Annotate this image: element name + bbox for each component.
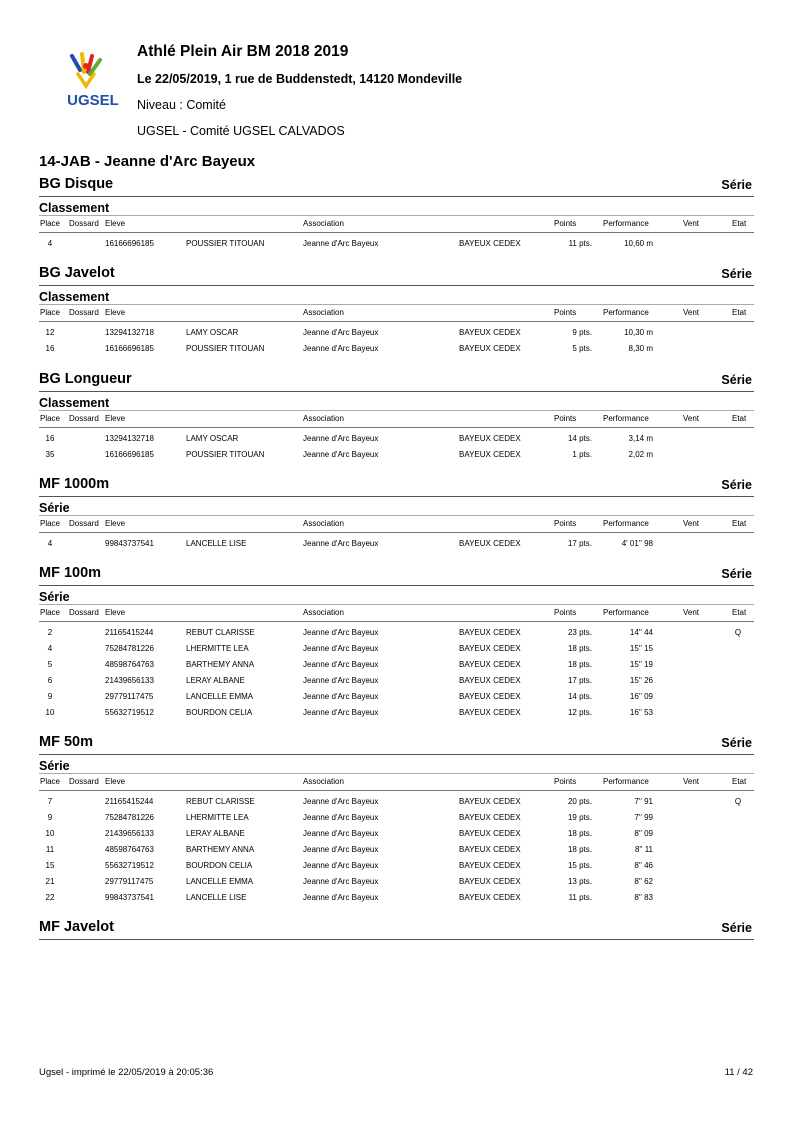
result-row (39, 858, 754, 874)
result-row (39, 705, 754, 721)
result-row (39, 431, 754, 447)
col-vent: Vent (683, 519, 700, 528)
result-nom: POUSSIER TITOUAN (186, 344, 265, 353)
result-eleve: 99843737541 (105, 539, 154, 548)
col-points: Points (554, 777, 577, 786)
result-association: Jeanne d'Arc Bayeux (303, 692, 379, 701)
result-nom: LANCELLE LISE (186, 893, 247, 902)
result-points: 19 pts. (567, 813, 592, 822)
event-title: BG Longueur (39, 371, 132, 387)
result-eleve: 55632719512 (105, 861, 154, 870)
result-eleve: 55632719512 (105, 708, 154, 717)
event-serie-label: Série (721, 567, 752, 581)
event-header (39, 369, 754, 392)
col-eleve: Eleve (105, 308, 126, 317)
result-association: Jeanne d'Arc Bayeux (303, 676, 379, 685)
col-points: Points (554, 519, 577, 528)
result-points: 15 pts. (567, 861, 592, 870)
event-serie-label: Série (721, 478, 752, 492)
result-points: 13 pts. (567, 877, 592, 886)
result-performance: 8'' 62 (634, 877, 653, 886)
col-vent: Vent (683, 308, 700, 317)
result-points: 12 pts. (567, 708, 592, 717)
result-performance: 8'' 11 (634, 845, 653, 854)
result-ville: BAYEUX CEDEX (459, 829, 521, 838)
event-header (39, 563, 754, 586)
result-points: 11 pts. (568, 239, 592, 248)
result-ville: BAYEUX CEDEX (459, 797, 521, 806)
ugsel-logo (60, 50, 126, 108)
event-serie-label: Série (721, 178, 752, 192)
result-row (39, 536, 754, 552)
result-place: 21 (45, 877, 55, 886)
result-eleve: 29779117475 (105, 692, 154, 701)
result-association: Jeanne d'Arc Bayeux (303, 644, 379, 653)
col-dossard: Dossard (69, 219, 99, 228)
result-performance: 8'' 46 (634, 861, 653, 870)
result-nom: LERAY ALBANE (186, 829, 245, 838)
result-eleve: 13294132718 (105, 328, 154, 337)
event-section (39, 474, 754, 552)
col-performance: Performance (603, 608, 649, 617)
col-eleve: Eleve (105, 414, 126, 423)
result-association: Jeanne d'Arc Bayeux (303, 893, 379, 902)
result-row (39, 641, 754, 657)
result-eleve: 29779117475 (105, 877, 154, 886)
result-row (39, 890, 754, 906)
result-ville: BAYEUX CEDEX (459, 861, 521, 870)
result-performance: 15'' 19 (629, 660, 653, 669)
result-association: Jeanne d'Arc Bayeux (303, 845, 379, 854)
col-performance: Performance (603, 308, 649, 317)
result-nom: LANCELLE EMMA (186, 692, 254, 701)
result-points: 9 pts. (572, 328, 592, 337)
result-performance: 15'' 15 (629, 644, 653, 653)
result-eleve: 16166696185 (105, 239, 154, 248)
result-performance: 16'' 09 (629, 692, 653, 701)
result-place: 4 (47, 539, 53, 548)
col-vent: Vent (683, 414, 700, 423)
result-row (39, 842, 754, 858)
event-section (39, 917, 754, 940)
result-row (39, 810, 754, 826)
result-association: Jeanne d'Arc Bayeux (303, 539, 379, 548)
result-association: Jeanne d'Arc Bayeux (303, 450, 379, 459)
result-points: 5 pts. (572, 344, 592, 353)
col-points: Points (554, 308, 577, 317)
ranking-label: Série (39, 501, 70, 515)
col-points: Points (554, 219, 577, 228)
result-nom: REBUT CLARISSE (186, 628, 255, 637)
col-dossard: Dossard (69, 777, 99, 786)
result-eleve: 48598764763 (105, 845, 154, 854)
result-association: Jeanne d'Arc Bayeux (303, 328, 379, 337)
col-performance: Performance (603, 519, 649, 528)
result-ville: BAYEUX CEDEX (459, 434, 521, 443)
col-etat: Etat (732, 414, 747, 423)
result-etat: Q (734, 797, 742, 806)
result-performance: 3,14 m (628, 434, 653, 443)
result-association: Jeanne d'Arc Bayeux (303, 877, 379, 886)
result-row (39, 341, 754, 357)
event-serie-label: Série (721, 736, 752, 750)
column-headers (39, 216, 754, 233)
result-row (39, 625, 754, 641)
result-points: 14 pts. (567, 434, 592, 443)
result-place: 7 (47, 797, 53, 806)
ranking-subheader (39, 586, 754, 605)
result-place: 9 (47, 813, 53, 822)
result-nom: BARTHEMY ANNA (186, 845, 255, 854)
event-committee: UGSEL - Comité UGSEL CALVADOS (137, 124, 345, 138)
result-etat: Q (734, 628, 742, 637)
result-row (39, 447, 754, 463)
event-header (39, 474, 754, 497)
result-place: 11 (45, 845, 55, 854)
result-performance: 7'' 99 (634, 813, 653, 822)
result-place: 4 (47, 644, 53, 653)
col-place: Place (39, 608, 60, 617)
result-eleve: 99843737541 (105, 893, 154, 902)
result-place: 16 (45, 434, 55, 443)
result-place: 15 (45, 861, 55, 870)
result-ville: BAYEUX CEDEX (459, 676, 521, 685)
col-association: Association (303, 777, 344, 786)
result-place: 10 (45, 829, 55, 838)
event-section (39, 369, 754, 463)
event-section (39, 174, 754, 252)
column-headers (39, 605, 754, 622)
result-eleve: 13294132718 (105, 434, 154, 443)
footer-page-number: 11 / 42 (724, 1067, 753, 1078)
ranking-subheader (39, 392, 754, 411)
col-dossard: Dossard (69, 308, 99, 317)
col-association: Association (303, 308, 344, 317)
result-points: 18 pts. (567, 644, 592, 653)
result-nom: LAMY OSCAR (186, 434, 239, 443)
result-performance: 7'' 91 (634, 797, 653, 806)
col-place: Place (39, 519, 60, 528)
result-row (39, 826, 754, 842)
col-association: Association (303, 414, 344, 423)
col-etat: Etat (732, 308, 747, 317)
result-performance: 8,30 m (628, 344, 653, 353)
result-place: 9 (47, 692, 53, 701)
col-performance: Performance (603, 219, 649, 228)
result-row (39, 673, 754, 689)
col-eleve: Eleve (105, 519, 126, 528)
event-section (39, 263, 754, 357)
col-association: Association (303, 519, 344, 528)
col-dossard: Dossard (69, 414, 99, 423)
result-performance: 10,60 m (624, 239, 653, 248)
event-title: BG Javelot (39, 265, 115, 281)
event-level: Niveau : Comité (137, 98, 226, 112)
col-association: Association (303, 608, 344, 617)
result-ville: BAYEUX CEDEX (459, 893, 521, 902)
result-performance: 8'' 09 (634, 829, 653, 838)
col-etat: Etat (732, 219, 747, 228)
result-points: 23 pts. (567, 628, 592, 637)
result-ville: BAYEUX CEDEX (459, 344, 521, 353)
ranking-subheader (39, 197, 754, 216)
result-nom: REBUT CLARISSE (186, 797, 255, 806)
col-vent: Vent (683, 777, 700, 786)
result-performance: 2,02 m (628, 450, 653, 459)
result-performance: 16'' 53 (629, 708, 653, 717)
event-title: MF Javelot (39, 919, 114, 935)
result-eleve: 16166696185 (105, 344, 154, 353)
result-place: 5 (47, 660, 53, 669)
result-place: 16 (45, 344, 55, 353)
ranking-subheader (39, 755, 754, 774)
result-ville: BAYEUX CEDEX (459, 328, 521, 337)
result-ville: BAYEUX CEDEX (459, 813, 521, 822)
result-eleve: 21439656133 (105, 829, 154, 838)
event-subtitle: Le 22/05/2019, 1 rue de Buddenstedt, 14120 Mondeville (137, 72, 463, 86)
result-points: 11 pts. (568, 893, 592, 902)
col-performance: Performance (603, 414, 649, 423)
footer-print-info: Ugsel - imprimé le 22/05/2019 à 20:05:36 (39, 1067, 214, 1078)
col-dossard: Dossard (69, 519, 99, 528)
result-place: 2 (47, 628, 53, 637)
result-eleve: 75284781226 (105, 813, 154, 822)
col-place: Place (39, 777, 60, 786)
ranking-label: Série (39, 759, 70, 773)
result-association: Jeanne d'Arc Bayeux (303, 708, 379, 717)
column-headers (39, 411, 754, 428)
result-place: 12 (45, 328, 55, 337)
result-eleve: 75284781226 (105, 644, 154, 653)
event-title: MF 100m (39, 565, 102, 581)
result-performance: 4' 01'' 98 (621, 539, 653, 548)
event-title: MF 1000m (39, 476, 110, 492)
result-performance: 15'' 26 (629, 676, 653, 685)
result-points: 17 pts. (567, 676, 592, 685)
result-row (39, 794, 754, 810)
result-nom: BOURDON CELIA (186, 708, 253, 717)
col-place: Place (39, 219, 60, 228)
event-serie-label: Série (721, 267, 752, 281)
event-header (39, 917, 754, 940)
result-nom: POUSSIER TITOUAN (186, 239, 265, 248)
result-association: Jeanne d'Arc Bayeux (303, 861, 379, 870)
ranking-subheader (39, 286, 754, 305)
column-headers (39, 305, 754, 322)
event-serie-label: Série (721, 373, 752, 387)
result-eleve: 48598764763 (105, 660, 154, 669)
result-association: Jeanne d'Arc Bayeux (303, 813, 379, 822)
col-etat: Etat (732, 777, 747, 786)
result-row (39, 689, 754, 705)
result-ville: BAYEUX CEDEX (459, 539, 521, 548)
result-place: 22 (45, 893, 55, 902)
result-row (39, 236, 754, 252)
result-ville: BAYEUX CEDEX (459, 644, 521, 653)
result-place: 6 (47, 676, 53, 685)
event-title: MF 50m (39, 734, 93, 750)
result-ville: BAYEUX CEDEX (459, 628, 521, 637)
result-points: 18 pts. (567, 660, 592, 669)
col-place: Place (39, 414, 60, 423)
result-row (39, 874, 754, 890)
result-ville: BAYEUX CEDEX (459, 660, 521, 669)
ranking-label: Série (39, 590, 70, 604)
col-etat: Etat (732, 608, 747, 617)
result-association: Jeanne d'Arc Bayeux (303, 344, 379, 353)
result-points: 17 pts. (567, 539, 592, 548)
col-eleve: Eleve (105, 219, 126, 228)
result-row (39, 657, 754, 673)
result-place: 10 (45, 708, 55, 717)
result-nom: LANCELLE EMMA (186, 877, 254, 886)
col-vent: Vent (683, 608, 700, 617)
result-association: Jeanne d'Arc Bayeux (303, 434, 379, 443)
result-performance: 8'' 83 (634, 893, 653, 902)
result-nom: LANCELLE LISE (186, 539, 247, 548)
result-points: 20 pts. (567, 797, 592, 806)
result-points: 18 pts. (567, 829, 592, 838)
result-points: 18 pts. (567, 845, 592, 854)
result-nom: LERAY ALBANE (186, 676, 245, 685)
col-association: Association (303, 219, 344, 228)
result-eleve: 21165415244 (105, 628, 154, 637)
result-performance: 10,30 m (624, 328, 653, 337)
ranking-label: Classement (39, 290, 110, 304)
event-title: Athlé Plein Air BM 2018 2019 (137, 43, 349, 60)
col-points: Points (554, 608, 577, 617)
result-eleve: 16166696185 (105, 450, 154, 459)
result-place: 35 (45, 450, 55, 459)
result-ville: BAYEUX CEDEX (459, 877, 521, 886)
result-place: 4 (47, 239, 53, 248)
result-row (39, 325, 754, 341)
result-ville: BAYEUX CEDEX (459, 450, 521, 459)
event-section (39, 563, 754, 721)
result-association: Jeanne d'Arc Bayeux (303, 239, 379, 248)
event-serie-label: Série (721, 921, 752, 935)
ranking-label: Classement (39, 396, 110, 410)
result-nom: LHERMITTE LEA (186, 644, 249, 653)
result-nom: POUSSIER TITOUAN (186, 450, 265, 459)
result-association: Jeanne d'Arc Bayeux (303, 797, 379, 806)
column-headers (39, 516, 754, 533)
col-eleve: Eleve (105, 777, 126, 786)
result-points: 1 pts. (572, 450, 592, 459)
result-nom: BARTHEMY ANNA (186, 660, 255, 669)
club-title: 14-JAB - Jeanne d'Arc Bayeux (39, 153, 256, 170)
result-ville: BAYEUX CEDEX (459, 692, 521, 701)
col-performance: Performance (603, 777, 649, 786)
result-points: 14 pts. (567, 692, 592, 701)
result-performance: 14'' 44 (629, 628, 653, 637)
col-etat: Etat (732, 519, 747, 528)
result-ville: BAYEUX CEDEX (459, 239, 521, 248)
result-ville: BAYEUX CEDEX (459, 708, 521, 717)
col-points: Points (554, 414, 577, 423)
result-eleve: 21165415244 (105, 797, 154, 806)
ranking-label: Classement (39, 201, 110, 215)
result-nom: BOURDON CELIA (186, 861, 253, 870)
col-place: Place (39, 308, 60, 317)
event-section (39, 732, 754, 906)
event-header (39, 732, 754, 755)
event-header (39, 174, 754, 197)
result-association: Jeanne d'Arc Bayeux (303, 829, 379, 838)
result-ville: BAYEUX CEDEX (459, 845, 521, 854)
result-association: Jeanne d'Arc Bayeux (303, 660, 379, 669)
result-association: Jeanne d'Arc Bayeux (303, 628, 379, 637)
col-eleve: Eleve (105, 608, 126, 617)
result-nom: LHERMITTE LEA (186, 813, 249, 822)
event-header (39, 263, 754, 286)
logo-text: UGSEL (67, 92, 119, 108)
column-headers (39, 774, 754, 791)
col-dossard: Dossard (69, 608, 99, 617)
ranking-subheader (39, 497, 754, 516)
result-eleve: 21439656133 (105, 676, 154, 685)
event-title: BG Disque (39, 176, 114, 192)
result-nom: LAMY OSCAR (186, 328, 239, 337)
col-vent: Vent (683, 219, 700, 228)
